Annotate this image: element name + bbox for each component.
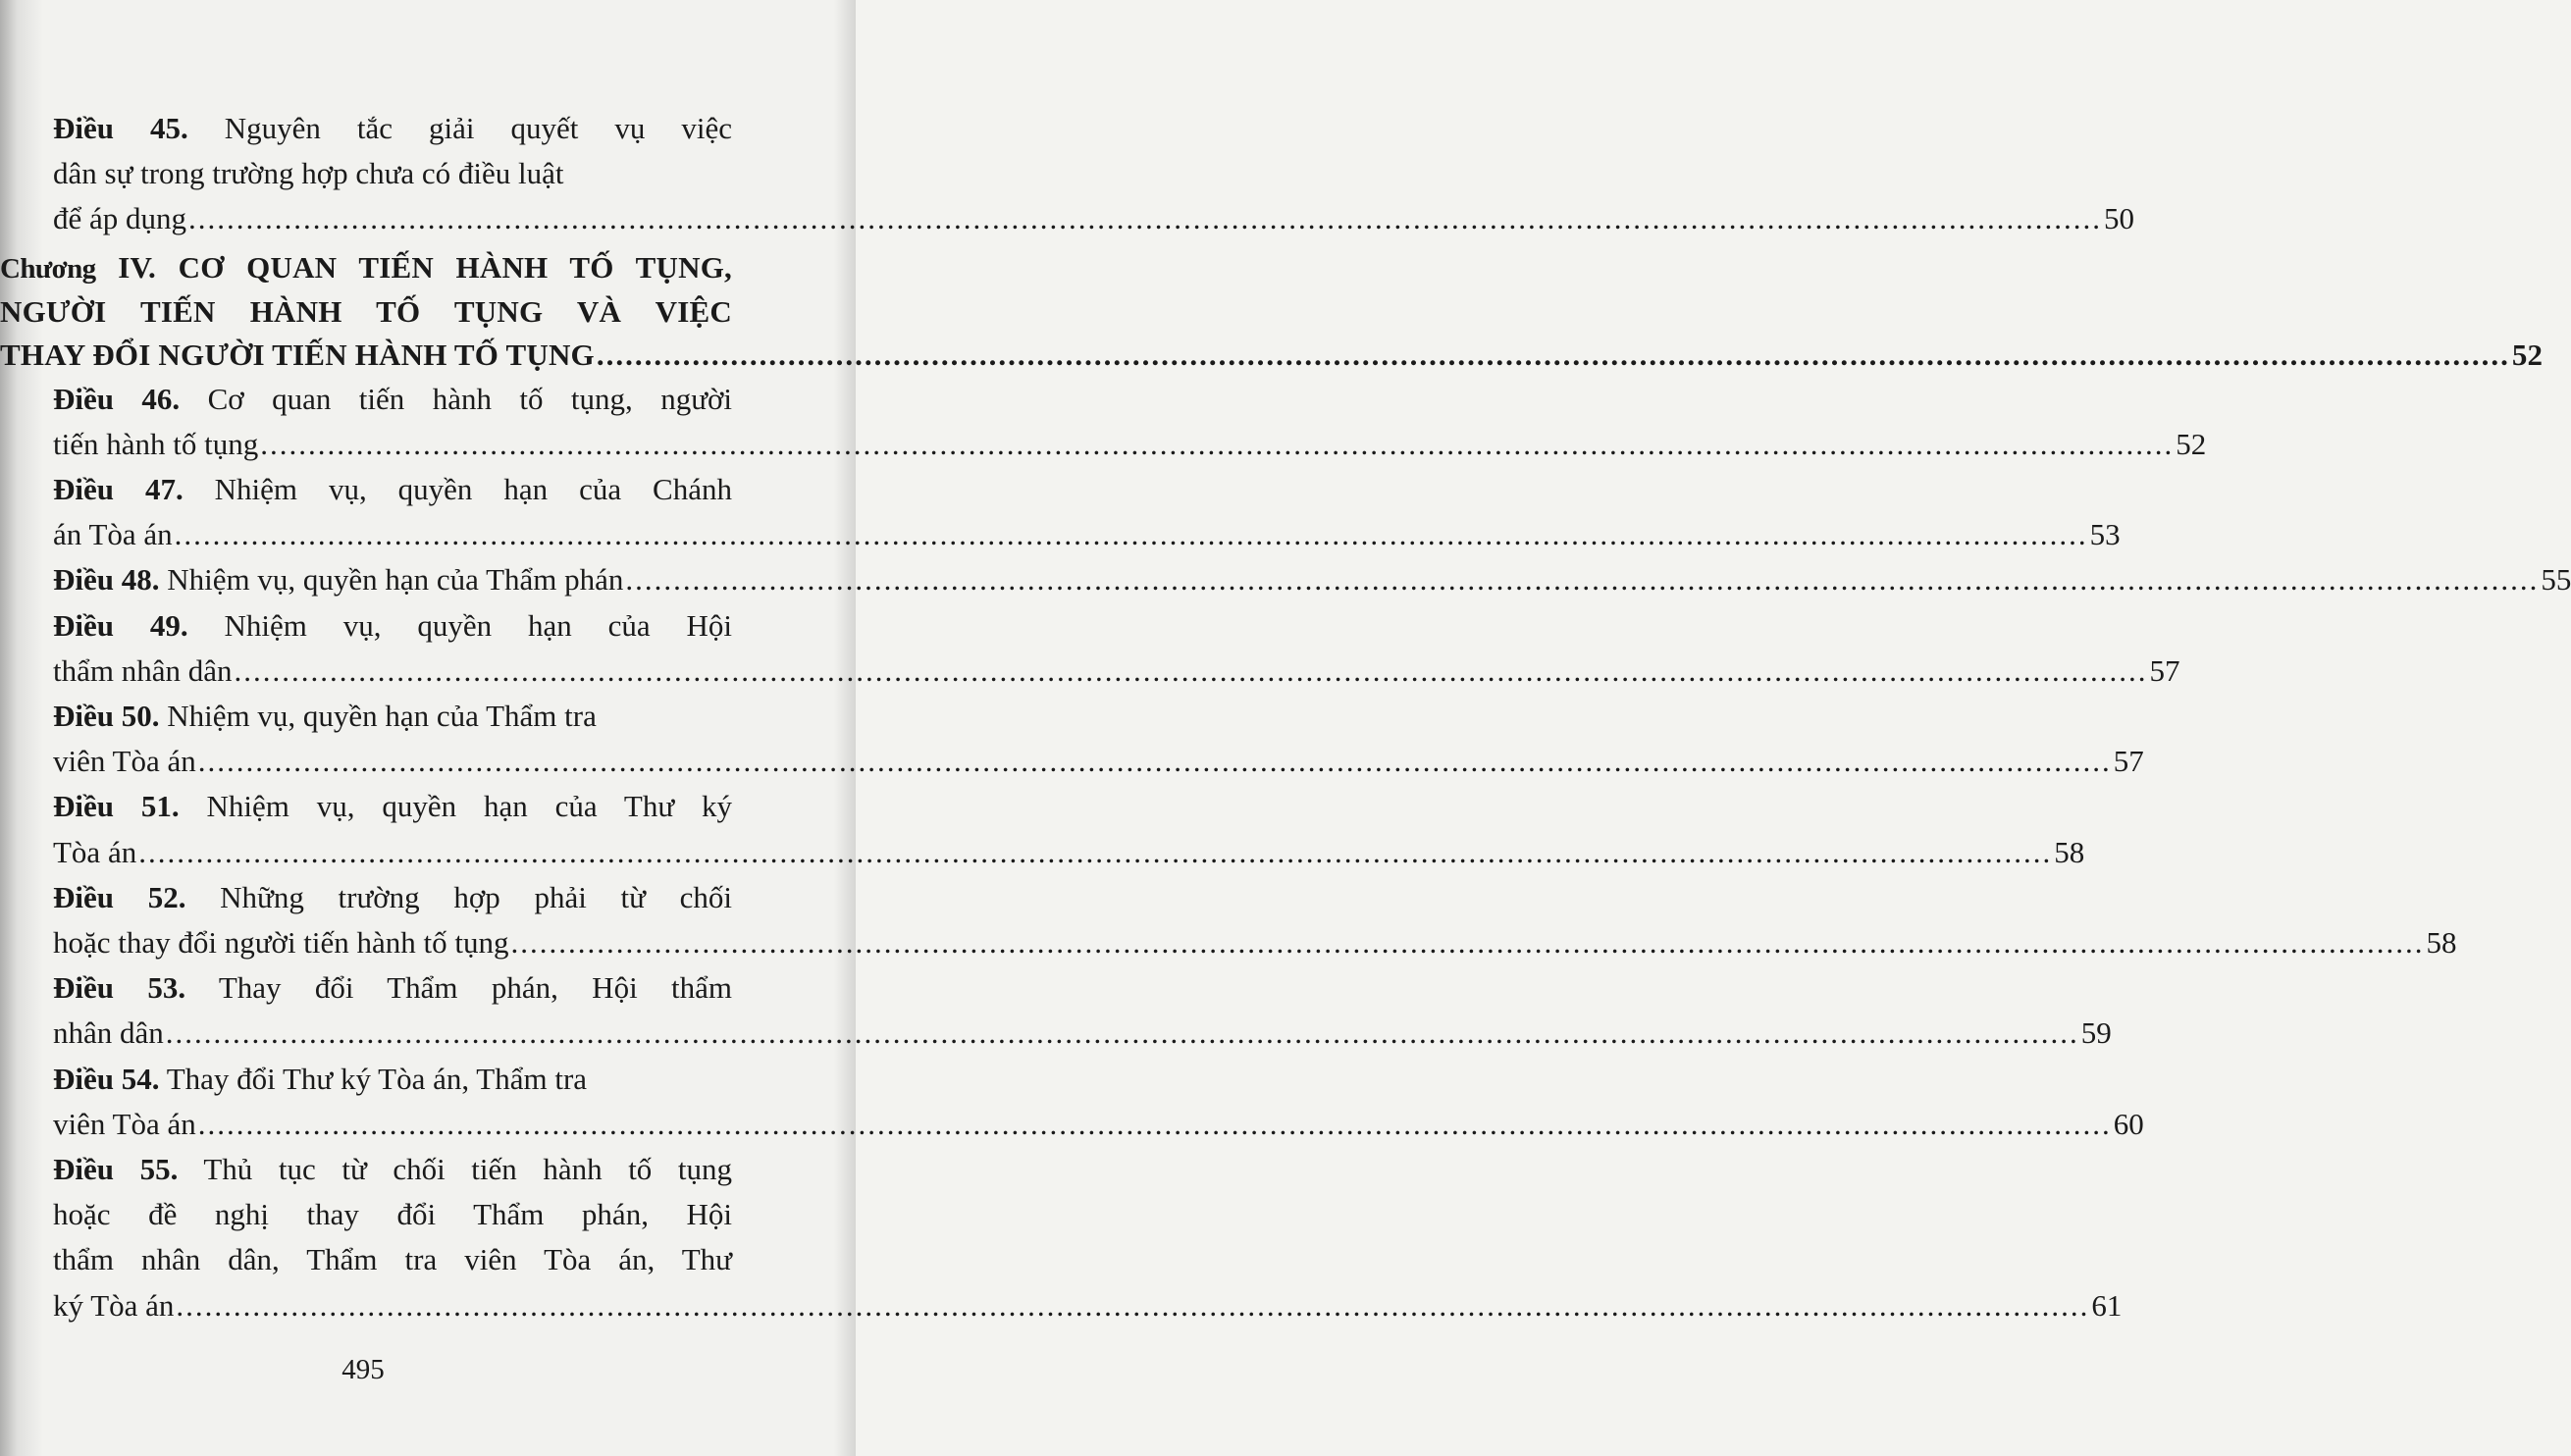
chapter-title: IV. CƠ QUAN TIẾN HÀNH TỐ TỤNG,	[118, 249, 732, 285]
toc-entry-line: thẩm nhân dân, Thẩm tra viên Tòa án, Thư	[53, 1242, 732, 1277]
toc-entry-leader	[53, 739, 2144, 784]
article-title: Nhiệm vụ, quyền hạn của Chánh	[214, 472, 732, 507]
article-title-end: hoặc thay đổi người tiến hành tố tụng	[53, 925, 509, 961]
toc-entry-leader	[53, 920, 2457, 965]
dot-leader	[625, 562, 2539, 597]
chapter-line	[0, 246, 732, 290]
article-title-end: viên Tòa án	[53, 744, 196, 779]
chapter-label: Chương	[0, 252, 96, 285]
toc-entry-leader	[53, 1011, 2112, 1056]
toc-entry-53	[53, 965, 2112, 1056]
article-number: Điều 45.	[53, 111, 188, 145]
article-number: Điều 46.	[53, 381, 181, 416]
article-number: Điều 51.	[53, 789, 180, 824]
toc-entry-leader	[53, 1283, 2123, 1328]
dot-leader	[176, 1288, 2089, 1323]
article-title: Thủ tục từ chối tiến hành tố tụng	[203, 1152, 732, 1187]
article-title: Những trường hợp phải từ chối	[220, 879, 733, 914]
toc-entry-50	[53, 694, 2144, 784]
toc-entry-line	[53, 1057, 732, 1102]
toc-entry-line	[53, 784, 732, 829]
toc-entry-47	[53, 467, 2121, 557]
article-number: Điều 48.	[53, 562, 160, 598]
page-ref: 52	[2511, 337, 2544, 372]
toc-entry-line	[53, 1147, 732, 1192]
article-number: Điều 55.	[53, 1152, 179, 1187]
toc-entry-leader	[53, 1102, 2144, 1147]
chapter-line: NGƯỜI TIẾN HÀNH TỐ TỤNG VÀ VIỆC	[0, 293, 732, 329]
page-ref: 55	[2541, 562, 2571, 598]
toc-entry-line	[53, 603, 732, 649]
article-title: Thay đổi Thư ký Tòa án, Thẩm tra	[166, 1061, 588, 1096]
toc-entry-55	[53, 1147, 2123, 1328]
toc-entry-49	[53, 603, 2180, 694]
article-title: Nguyên tắc giải quyết vụ việc	[224, 111, 732, 145]
page-number: 495	[341, 1354, 385, 1385]
toc-entry-leader	[53, 649, 2180, 694]
page-ref: 60	[2113, 1106, 2144, 1141]
article-title: Nhiệm vụ, quyền hạn của Thẩm phán	[167, 562, 624, 598]
toc-entry-line: dân sự trong trường hợp chưa có điều luật	[53, 156, 564, 191]
dot-leader	[175, 517, 2088, 551]
toc-entry-line	[53, 467, 732, 512]
toc-entry-leader	[53, 196, 2135, 241]
toc-entry-leader	[53, 557, 2571, 602]
toc-entry-leader	[53, 830, 2085, 875]
toc-entry-line: hoặc đề nghị thay đổi Thẩm phán, Hội	[53, 1197, 732, 1232]
article-title-end: thẩm nhân dân	[53, 652, 233, 688]
article-number: Điều 50.	[53, 699, 160, 734]
article-title: Nhiệm vụ, quyền hạn của Hội	[224, 607, 733, 643]
toc-entry-leader	[53, 422, 2207, 467]
article-title-end: viên Tòa án	[53, 1106, 196, 1141]
toc-entry-line	[53, 377, 732, 422]
toc-entry-line	[53, 875, 732, 920]
page-ref: 58	[2426, 925, 2457, 961]
toc-entry-leader	[53, 512, 2121, 557]
page-ref: 58	[2054, 834, 2085, 869]
page-ref: 53	[2089, 517, 2121, 552]
article-number: Điều 47.	[53, 472, 184, 507]
toc-entry-48	[53, 557, 2571, 602]
toc-entry-54	[53, 1057, 2144, 1147]
article-number: Điều 53.	[53, 970, 186, 1006]
page-ref: 57	[2113, 744, 2144, 779]
page-ref: 57	[2149, 652, 2180, 688]
article-title-end: nhân dân	[53, 1015, 164, 1051]
article-title: Cơ quan tiến hành tố tụng, người	[207, 381, 733, 416]
dot-leader	[260, 427, 2174, 461]
dot-leader	[166, 1015, 2079, 1050]
chapter-leader	[0, 334, 2544, 377]
article-title: Nhiệm vụ, quyền hạn của Thẩm tra	[167, 699, 597, 734]
article-title-end: tiến hành tố tụng	[53, 426, 259, 461]
dot-leader	[188, 201, 2102, 235]
dot-leader	[198, 744, 2112, 778]
page-ref: 59	[2080, 1015, 2112, 1051]
article-title-end: án Tòa án	[53, 517, 173, 552]
toc-entry-46	[53, 377, 2207, 467]
article-title: Thay đổi Thẩm phán, Hội thẩm	[218, 970, 732, 1006]
chapter-heading-4	[0, 246, 2544, 377]
article-title-end	[53, 562, 623, 597]
dot-leader	[597, 338, 2510, 372]
toc-entry-52	[53, 875, 2457, 965]
chapter-title-end: THAY ĐỔI NGƯỜI TIẾN HÀNH TỐ TỤNG	[0, 337, 595, 372]
dot-leader	[198, 1107, 2112, 1141]
article-number: Điều 54.	[53, 1061, 160, 1096]
page-ref: 61	[2091, 1287, 2123, 1323]
page-ref: 50	[2104, 201, 2135, 236]
dot-leader	[235, 653, 2148, 688]
toc-entry-line	[53, 106, 732, 151]
table-of-contents	[0, 106, 2571, 1328]
dot-leader	[511, 925, 2425, 960]
article-title-end: để áp dụng	[53, 201, 187, 236]
article-title-end: ký Tòa án	[53, 1287, 175, 1323]
page-ref: 52	[2176, 426, 2207, 461]
toc-entry-line	[53, 694, 732, 739]
dot-leader	[138, 835, 2052, 869]
toc-entry-51	[53, 784, 2085, 874]
toc-entry-line	[53, 965, 732, 1011]
article-number: Điều 49.	[53, 607, 188, 643]
article-title: Nhiệm vụ, quyền hạn của Thư ký	[206, 789, 733, 824]
article-title-end: Tòa án	[53, 834, 137, 869]
article-number: Điều 52.	[53, 879, 186, 914]
toc-entry-45	[53, 106, 2135, 242]
